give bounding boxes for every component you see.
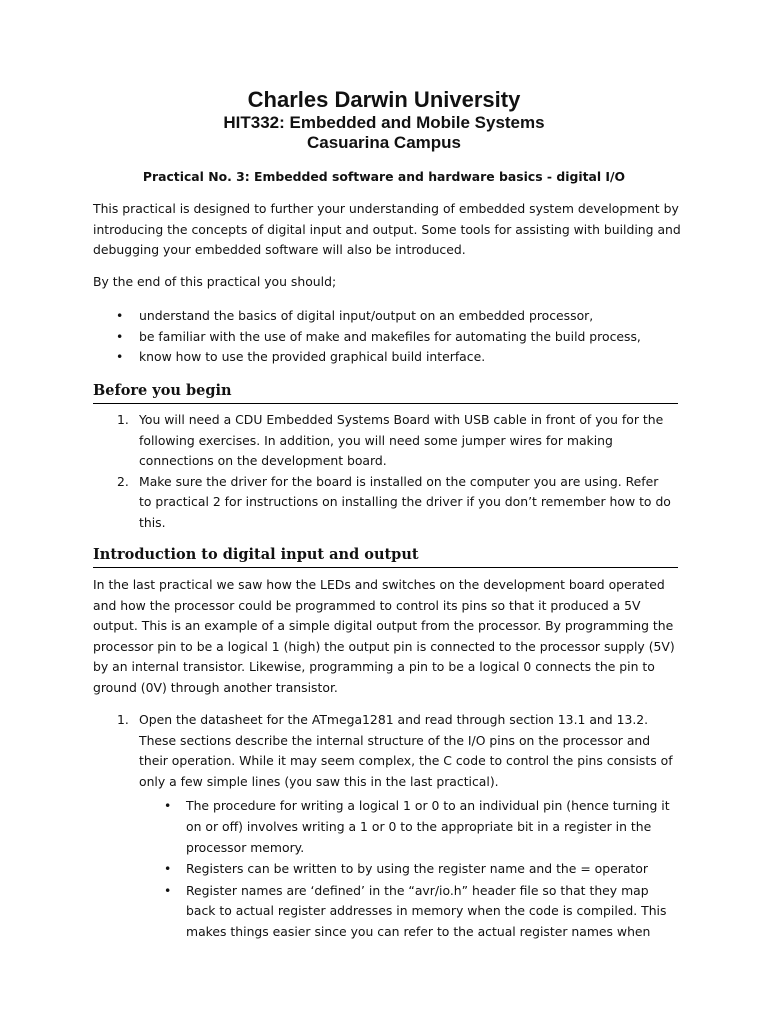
list-item xyxy=(117,410,674,472)
before-you-begin-steps xyxy=(117,410,674,534)
section-heading-digital-io: Introduction to digital input and output xyxy=(93,545,678,568)
bullet-marker: • xyxy=(164,798,172,814)
step-number: 2. xyxy=(117,473,129,489)
campus-title: Casuarina Campus xyxy=(307,133,461,152)
bullet-marker: • xyxy=(116,308,124,323)
list-item xyxy=(164,859,678,880)
bullet-marker: • xyxy=(164,861,172,877)
list-item-text: Make sure the driver for the board is installed on the computer you are using. Refer to practical 2 for instructions on installing the driver if you don’t remember how to do this. xyxy=(139,473,671,530)
intro-paragraph: This practical is designed to further your understanding of embedded system development by introducing the concepts of digital input and output. Some tools for assisting with building and debugging your embedded software will also be introduced. xyxy=(93,201,681,258)
bullet-marker: • xyxy=(116,328,124,344)
digital-io-paragraph: In the last practical we saw how the LEDs and switches on the development board operated and how the processor could be programmed to control its pins so that it produced a 5V output. This is an example of a simple digital output from the processor. By programming the processor pin to be a logical 1 (high) the output pin is connected to the processor supply (5V) by an internal transistor. Likewise, programming a pin to be a logical 0 connects the pin to ground (0V) through another transistor. xyxy=(93,577,675,695)
list-item xyxy=(116,306,684,327)
list-item-text: understand the basics of digital input/output on an embedded processor, xyxy=(139,308,594,323)
list-item xyxy=(117,472,674,534)
list-item-text: Register names are ‘defined’ in the “avr/io.h” header file so that they map back to actual register addresses in memory when the code is compiled. This makes things easier since you can refer to the actual register names when xyxy=(186,882,667,939)
section-heading-before-you-begin: Before you begin xyxy=(93,381,678,404)
list-item-text: know how to use the provided graphical build interface. xyxy=(139,349,486,365)
list-item-text: Registers can be written to by using the register name and the = operator xyxy=(186,861,648,877)
step-number: 1. xyxy=(117,412,129,427)
list-item xyxy=(117,710,674,943)
list-item-text: be familiar with the use of make and makefiles for automating the build process, xyxy=(139,328,641,344)
list-item-text: The procedure for writing a logical 1 or 0 to an individual pin (hence turning it on or off) involves writing a 1 or 0 to the appropriate bit in a register in the processor memory. xyxy=(186,798,670,855)
practical-title: Practical No. 3: Embedded software and hardware basics - digital I/O xyxy=(142,169,626,184)
list-item-text: You will need a CDU Embedded Systems Board with USB cable in front of you for the following exercises. In addition, you will need some jumper wires for making connections on the development board. xyxy=(139,412,664,469)
step-sub-bullets xyxy=(164,796,678,942)
bullet-marker: • xyxy=(116,349,124,365)
outcomes-list xyxy=(116,306,684,368)
digital-io-steps xyxy=(117,710,674,943)
outcomes-intro: By the end of this practical you should; xyxy=(93,274,337,289)
course-title: HIT332: Embedded and Mobile Systems xyxy=(223,113,545,132)
bullet-marker: • xyxy=(164,882,172,898)
list-item-text: Open the datasheet for the ATmega1281 and read through section 13.1 and 13.2. These sections describe the internal structure of the I/O pins on the processor and their operation. While it may seem complex, the C code to control the pins consists of only a few simple lines (you saw this in the last practical). xyxy=(139,712,673,789)
list-item xyxy=(164,881,678,943)
university-title: Charles Darwin University xyxy=(247,87,521,112)
list-item xyxy=(116,347,684,368)
list-item xyxy=(116,327,684,348)
step-number: 1. xyxy=(117,712,129,727)
list-item xyxy=(164,796,678,858)
